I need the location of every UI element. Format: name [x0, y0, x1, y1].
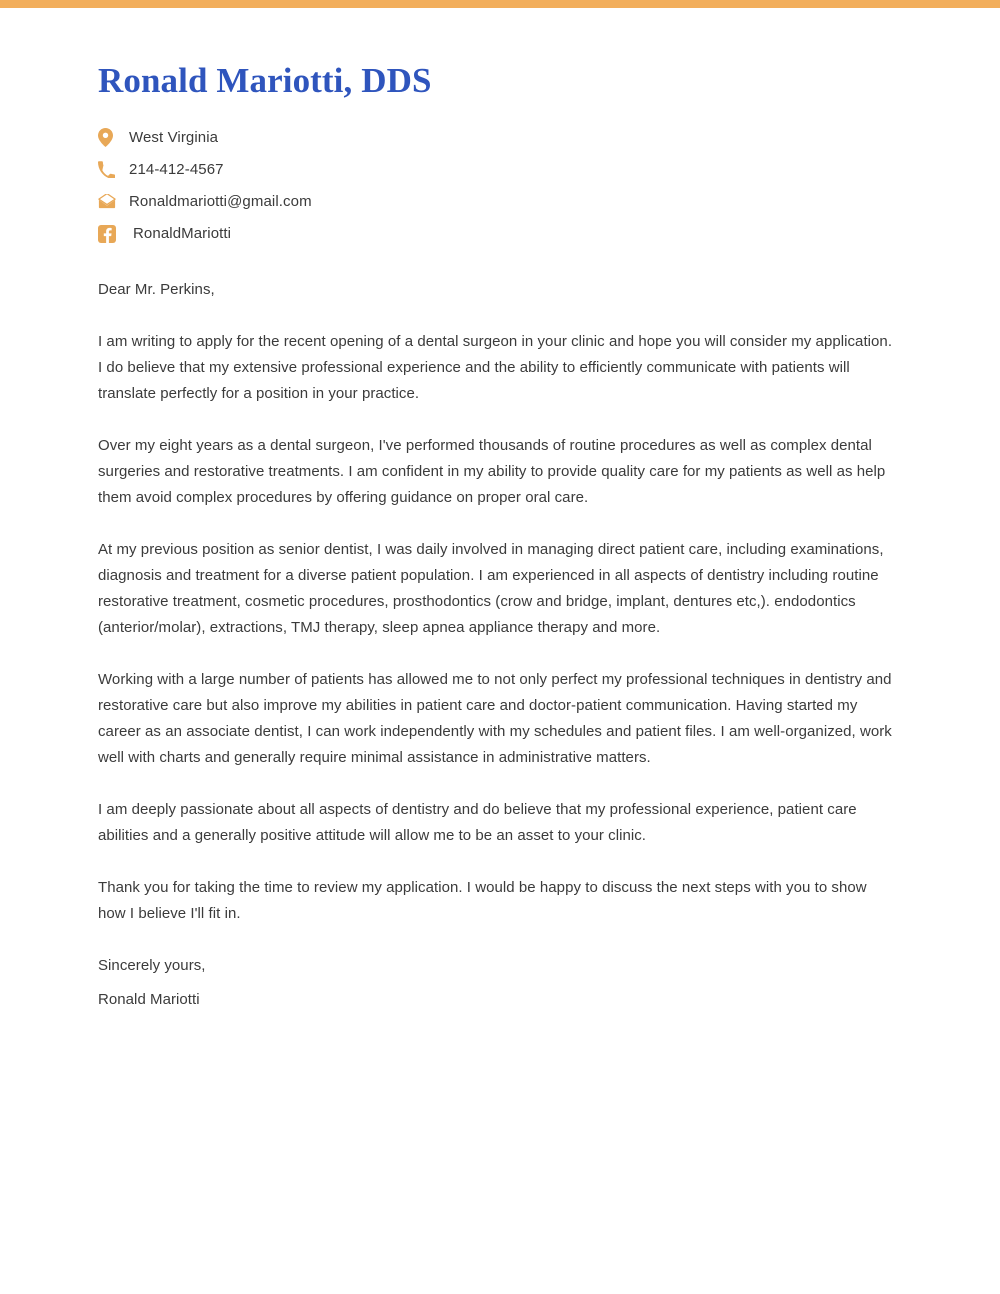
accent-top-bar	[0, 0, 1000, 8]
contact-location-label: West Virginia	[129, 128, 219, 146]
letter-content	[98, 8, 898, 1013]
letter-paragraph: Over my eight years as a dental surgeon, I've performed thousands of routine procedures as well as complex dental surgeries and restorative treatments. I am confident in my ability to provide quality care for my patients as well as help them avoid complex procedures by offering guidance on proper oral care.	[98, 436, 886, 506]
contact-item-phone	[98, 154, 898, 186]
letter-body	[98, 277, 898, 1013]
letter-paragraph: Thank you for taking the time to review my application. I would be happy to discuss the next steps with you to show how I believe I'll fit in.	[98, 878, 867, 922]
facebook-icon	[98, 224, 120, 244]
letter-salutation: Dear Mr. Perkins,	[98, 280, 215, 298]
letter-closing: Sincerely yours,	[98, 956, 206, 974]
contact-item-location	[98, 122, 898, 154]
contact-item-email	[98, 186, 898, 218]
map-pin-icon	[98, 128, 120, 148]
contact-item-facebook	[98, 218, 898, 250]
contact-facebook-label: RonaldMariotti	[133, 224, 232, 242]
letter-paragraph: I am writing to apply for the recent opening of a dental surgeon in your clinic and hope you will consider my application. I do believe that my extensive professional experience and the ability to efficiently communicate with patients will translate perfectly for a position in your practice.	[98, 332, 893, 402]
letter-paragraph: I am deeply passionate about all aspects of dentistry and do believe that my professional experience, patient care abilities and a generally positive attitude will allow me to be an asset to your clinic.	[98, 800, 857, 844]
contact-email-label: Ronaldmariotti@gmail.com	[129, 192, 312, 210]
phone-icon	[98, 160, 120, 180]
letter-signature: Ronald Mariotti	[98, 990, 200, 1008]
contact-phone-label: 214-412-4567	[129, 160, 224, 178]
envelope-icon	[98, 192, 120, 212]
letter-paragraph: Working with a large number of patients has allowed me to not only perfect my professional techniques in dentistry and restorative care but also improve my abilities in patient care and doctor-patient communication. Having started my career as an associate dentist, I can work independently with my schedules and patient files. I am well-organized, work well with charts and generally require minimal assistance in administrative matters.	[98, 670, 892, 766]
contact-info-block	[98, 122, 898, 250]
letter-paragraph: At my previous position as senior dentist, I was daily involved in managing direct patient care, including examinations, diagnosis and treatment for a diverse patient population. I am experienced in all aspects of dentistry including routine restorative treatment, cosmetic procedures, prosthodontics (crow and bridge, implant, dentures etc,). endodontics (anterior/molar), extractions, TMJ therapy, sleep apnea appliance therapy and more.	[98, 540, 884, 636]
page-title: Ronald Mariotti, DDS	[98, 61, 432, 100]
